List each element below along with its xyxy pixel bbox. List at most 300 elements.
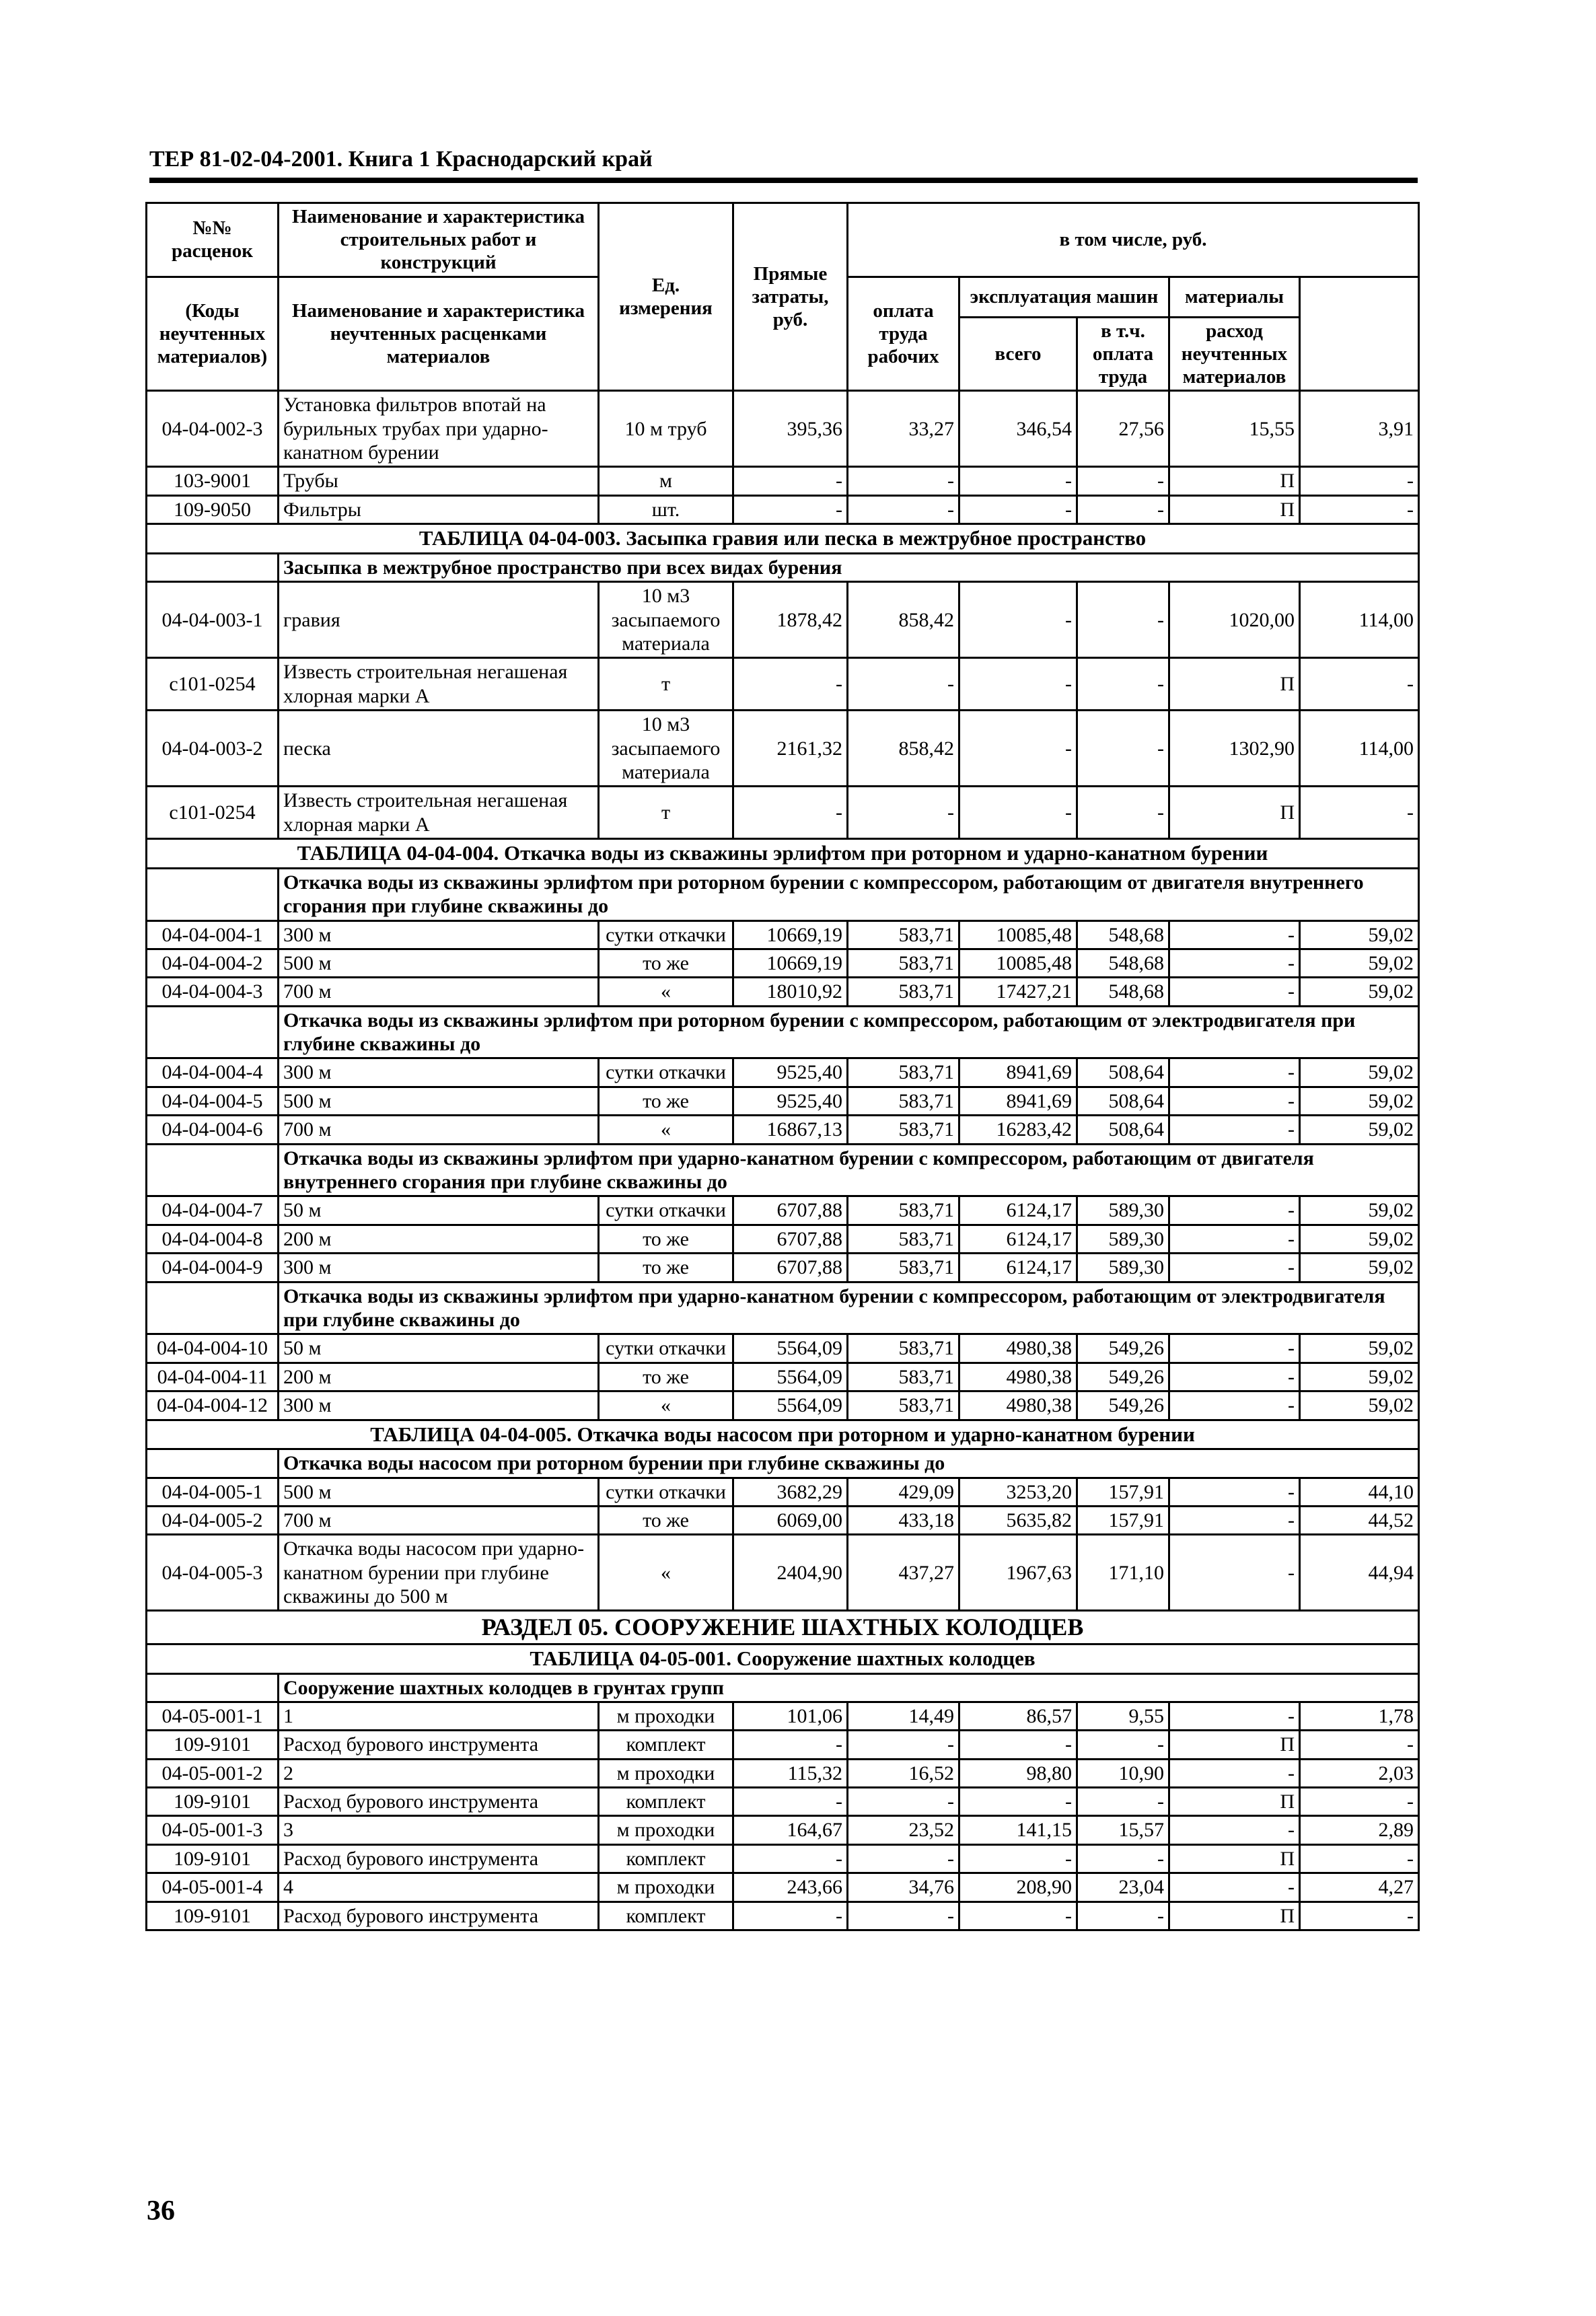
- cell-unit: сутки откачки: [599, 1058, 733, 1087]
- cell-code: 04-04-004-5: [147, 1087, 279, 1115]
- table-row: [147, 1731, 1419, 1759]
- cell-direct-costs: -: [733, 658, 848, 711]
- cell-name: Расход бурового инструмента: [279, 1731, 599, 1759]
- cell-labor-pay: 433,18: [848, 1506, 959, 1534]
- cell-name: песка: [279, 711, 599, 787]
- table-row: [147, 1196, 1419, 1225]
- table-row: [147, 1334, 1419, 1363]
- cell-labor-pay: 23,52: [848, 1816, 959, 1844]
- cell-direct-costs: -: [733, 495, 848, 523]
- cell-unit: сутки откачки: [599, 1334, 733, 1363]
- cell-labor-pay: 583,71: [848, 1225, 959, 1253]
- cell-labor-costs: -: [1300, 658, 1419, 711]
- cell-materials: -: [1169, 1058, 1300, 1087]
- table-row: [147, 1363, 1419, 1391]
- col-pay-header: оплата труда рабочих: [848, 277, 959, 391]
- cell-direct-costs: -: [733, 1788, 848, 1816]
- cell-direct-costs: 5564,09: [733, 1391, 848, 1420]
- cell-labor-costs: 2,89: [1300, 1816, 1419, 1844]
- cell-code: 109-9101: [147, 1844, 279, 1873]
- table-row: [147, 1478, 1419, 1506]
- cell-materials: -: [1169, 949, 1300, 977]
- subheading-row: [147, 868, 1419, 920]
- cell-code: 04-04-003-2: [147, 711, 279, 787]
- cell-machines-total: -: [959, 582, 1077, 658]
- cell-materials: -: [1169, 1116, 1300, 1144]
- table-row: [147, 787, 1419, 839]
- cell-code: 04-04-004-2: [147, 949, 279, 977]
- cell-labor-pay: 583,71: [848, 920, 959, 949]
- cell-machines-labor: 15,57: [1077, 1816, 1169, 1844]
- cell-unit: м: [599, 467, 733, 495]
- cell-code: 04-04-004-11: [147, 1363, 279, 1391]
- cell-labor-costs: 44,94: [1300, 1535, 1419, 1611]
- cell-labor-costs: -: [1300, 1902, 1419, 1930]
- cell-labor-pay: 583,71: [848, 978, 959, 1006]
- cell-name: Фильтры: [279, 495, 599, 523]
- cell-code: 04-04-004-8: [147, 1225, 279, 1253]
- empty-cell: [147, 1282, 279, 1334]
- cell-name: 300 м: [279, 1254, 599, 1282]
- cell-machines-total: 6124,17: [959, 1196, 1077, 1225]
- cell-materials: -: [1169, 1506, 1300, 1534]
- rates-table: [145, 202, 1420, 1931]
- cell-machines-labor: -: [1077, 1844, 1169, 1873]
- cell-code: 04-04-004-7: [147, 1196, 279, 1225]
- cell-labor-pay: -: [848, 658, 959, 711]
- cell-direct-costs: 164,67: [733, 1816, 848, 1844]
- table-row: [147, 1535, 1419, 1611]
- cell-code: 04-04-002-3: [147, 391, 279, 467]
- table-title: ТАБЛИЦА 04-04-005. Откачка воды насосом при роторном и ударно-канатном бурении: [147, 1420, 1419, 1449]
- cell-unit: то же: [599, 1363, 733, 1391]
- cell-name: Расход бурового инструмента: [279, 1788, 599, 1816]
- cell-direct-costs: 101,06: [733, 1702, 848, 1730]
- cell-unit: 10 м3 засыпаемого материала: [599, 582, 733, 658]
- cell-labor-costs: 59,02: [1300, 1254, 1419, 1282]
- cell-machines-labor: 171,10: [1077, 1535, 1169, 1611]
- cell-code: 109-9101: [147, 1788, 279, 1816]
- cell-unit: м проходки: [599, 1816, 733, 1844]
- cell-materials: 1302,90: [1169, 711, 1300, 787]
- cell-direct-costs: 2404,90: [733, 1535, 848, 1611]
- cell-name: Расход бурового инструмента: [279, 1902, 599, 1930]
- cell-name: Расход бурового инструмента: [279, 1844, 599, 1873]
- cell-code: 103-9001: [147, 467, 279, 495]
- subheading-row: [147, 1449, 1419, 1478]
- table-title: ТАБЛИЦА 04-04-004. Откачка воды из скважины эрлифтом при роторном и ударно-канатном бурении: [147, 839, 1419, 869]
- cell-name: 4: [279, 1873, 599, 1902]
- cell-machines-total: 86,57: [959, 1702, 1077, 1730]
- cell-labor-pay: 16,52: [848, 1759, 959, 1787]
- cell-machines-labor: 589,30: [1077, 1225, 1169, 1253]
- cell-labor-pay: 583,71: [848, 1087, 959, 1115]
- table-title: ТАБЛИЦА 04-05-001. Сооружение шахтных колодцев: [147, 1644, 1419, 1673]
- cell-machines-labor: 548,68: [1077, 949, 1169, 977]
- table-title-row: [147, 1420, 1419, 1449]
- cell-materials: -: [1169, 1759, 1300, 1787]
- cell-machines-labor: 27,56: [1077, 391, 1169, 467]
- cell-unit: то же: [599, 949, 733, 977]
- cell-code: 04-05-001-2: [147, 1759, 279, 1787]
- cell-machines-labor: -: [1077, 711, 1169, 787]
- cell-materials: -: [1169, 1087, 1300, 1115]
- cell-name: Известь строительная негашеная хлорная марки А: [279, 658, 599, 711]
- col-name-header: Наименование и характеристика строительных работ и конструкций: [279, 203, 599, 277]
- cell-code: 04-04-003-1: [147, 582, 279, 658]
- cell-labor-pay: 583,71: [848, 949, 959, 977]
- cell-name: 300 м: [279, 920, 599, 949]
- cell-labor-pay: 858,42: [848, 711, 959, 787]
- cell-unit: м проходки: [599, 1759, 733, 1787]
- cell-machines-total: -: [959, 1788, 1077, 1816]
- cell-machines-labor: 589,30: [1077, 1254, 1169, 1282]
- col-mach-pay-header: в т.ч. оплата труда: [1077, 317, 1169, 391]
- cell-materials: П: [1169, 658, 1300, 711]
- col-materials-header-2: расход неучтенных материалов: [1169, 317, 1300, 391]
- table-row: [147, 978, 1419, 1006]
- cell-materials: П: [1169, 1788, 1300, 1816]
- cell-code: 04-04-005-1: [147, 1478, 279, 1506]
- cell-machines-labor: 157,91: [1077, 1506, 1169, 1534]
- cell-unit: то же: [599, 1254, 733, 1282]
- cell-machines-total: 8941,69: [959, 1087, 1077, 1115]
- cell-unit: 10 м труб: [599, 391, 733, 467]
- cell-unit: 10 м3 засыпаемого материала: [599, 711, 733, 787]
- cell-labor-costs: 1,78: [1300, 1702, 1419, 1730]
- cell-labor-pay: -: [848, 1788, 959, 1816]
- cell-labor-costs: 59,02: [1300, 949, 1419, 977]
- cell-labor-costs: 59,02: [1300, 1391, 1419, 1420]
- cell-materials: П: [1169, 467, 1300, 495]
- cell-labor-costs: -: [1300, 467, 1419, 495]
- table-row: [147, 467, 1419, 495]
- cell-machines-labor: 548,68: [1077, 978, 1169, 1006]
- cell-direct-costs: 243,66: [733, 1873, 848, 1902]
- cell-labor-costs: 59,02: [1300, 920, 1419, 949]
- col-materials-header: материалы: [1169, 277, 1300, 317]
- cell-code: 04-04-005-3: [147, 1535, 279, 1611]
- cell-unit: м проходки: [599, 1702, 733, 1730]
- subheading-row: [147, 1282, 1419, 1334]
- cell-labor-costs: 114,00: [1300, 711, 1419, 787]
- empty-cell: [147, 1144, 279, 1196]
- cell-labor-costs: 59,02: [1300, 1058, 1419, 1087]
- header-rule: [149, 178, 1418, 183]
- cell-labor-costs: 59,02: [1300, 1225, 1419, 1253]
- cell-labor-pay: -: [848, 1731, 959, 1759]
- cell-machines-labor: 589,30: [1077, 1196, 1169, 1225]
- cell-name: 700 м: [279, 1116, 599, 1144]
- cell-unit: то же: [599, 1506, 733, 1534]
- cell-code: 04-04-004-12: [147, 1391, 279, 1420]
- cell-code: с101-0254: [147, 658, 279, 711]
- table-row: [147, 1902, 1419, 1930]
- cell-code: 109-9101: [147, 1902, 279, 1930]
- cell-direct-costs: -: [733, 1731, 848, 1759]
- table-row: [147, 1702, 1419, 1730]
- cell-labor-costs: 59,02: [1300, 978, 1419, 1006]
- cell-materials: П: [1169, 1902, 1300, 1930]
- subheading-row: [147, 1673, 1419, 1702]
- cell-materials: -: [1169, 1363, 1300, 1391]
- empty-cell: [147, 1006, 279, 1058]
- subheading: Откачка воды из скважины эрлифтом при ударно-канатном бурении с компрессором, работающим от двигателя внутреннего сгорания при глубине скважины до: [279, 1144, 1419, 1196]
- cell-machines-labor: 508,64: [1077, 1087, 1169, 1115]
- cell-direct-costs: -: [733, 1844, 848, 1873]
- empty-cell: [147, 553, 279, 581]
- cell-labor-costs: -: [1300, 1844, 1419, 1873]
- cell-labor-costs: 59,02: [1300, 1334, 1419, 1363]
- cell-materials: 1020,00: [1169, 582, 1300, 658]
- cell-labor-pay: 858,42: [848, 582, 959, 658]
- cell-materials: -: [1169, 1334, 1300, 1363]
- section-title-row: [147, 1611, 1419, 1644]
- cell-machines-labor: 508,64: [1077, 1058, 1169, 1087]
- cell-labor-pay: 33,27: [848, 391, 959, 467]
- cell-labor-costs: 59,02: [1300, 1196, 1419, 1225]
- cell-machines-labor: 9,55: [1077, 1702, 1169, 1730]
- table-title-row: [147, 839, 1419, 869]
- cell-direct-costs: 10669,19: [733, 920, 848, 949]
- cell-unit: т: [599, 787, 733, 839]
- cell-machines-labor: 157,91: [1077, 1478, 1169, 1506]
- cell-direct-costs: -: [733, 467, 848, 495]
- cell-labor-pay: -: [848, 1902, 959, 1930]
- table-row: [147, 495, 1419, 523]
- cell-unit: комплект: [599, 1731, 733, 1759]
- cell-code: 04-05-001-1: [147, 1702, 279, 1730]
- cell-materials: -: [1169, 1535, 1300, 1611]
- cell-name: 50 м: [279, 1196, 599, 1225]
- cell-machines-total: 10085,48: [959, 949, 1077, 977]
- cell-unit: м проходки: [599, 1873, 733, 1902]
- cell-labor-costs: -: [1300, 787, 1419, 839]
- cell-code: 04-04-004-3: [147, 978, 279, 1006]
- cell-labor-costs: 44,10: [1300, 1478, 1419, 1506]
- cell-direct-costs: 18010,92: [733, 978, 848, 1006]
- cell-name: 500 м: [279, 1087, 599, 1115]
- cell-materials: -: [1169, 1816, 1300, 1844]
- table-header: [147, 203, 1419, 391]
- table-row: [147, 949, 1419, 977]
- cell-materials: -: [1169, 1873, 1300, 1902]
- page-number: 36: [147, 2196, 175, 2227]
- cell-unit: комплект: [599, 1902, 733, 1930]
- cell-machines-total: 6124,17: [959, 1225, 1077, 1253]
- table-row: [147, 920, 1419, 949]
- table-row: [147, 1759, 1419, 1787]
- cell-code: 04-04-004-10: [147, 1334, 279, 1363]
- cell-labor-pay: 437,27: [848, 1535, 959, 1611]
- cell-name: 300 м: [279, 1391, 599, 1420]
- table-title-row: [147, 524, 1419, 554]
- cell-code: 109-9050: [147, 495, 279, 523]
- cell-labor-costs: 59,02: [1300, 1363, 1419, 1391]
- cell-direct-costs: 16867,13: [733, 1116, 848, 1144]
- cell-labor-pay: 34,76: [848, 1873, 959, 1902]
- cell-labor-pay: 583,71: [848, 1391, 959, 1420]
- cell-machines-total: 1967,63: [959, 1535, 1077, 1611]
- cell-direct-costs: 6069,00: [733, 1506, 848, 1534]
- subheading-row: [147, 553, 1419, 581]
- cell-unit: шт.: [599, 495, 733, 523]
- cell-machines-total: 5635,82: [959, 1506, 1077, 1534]
- cell-machines-total: -: [959, 1731, 1077, 1759]
- cell-unit: комплект: [599, 1788, 733, 1816]
- cell-direct-costs: 115,32: [733, 1759, 848, 1787]
- subheading: Сооружение шахтных колодцев в грунтах групп: [279, 1673, 1419, 1702]
- cell-unit: то же: [599, 1225, 733, 1253]
- cell-machines-labor: -: [1077, 495, 1169, 523]
- empty-cell: [147, 868, 279, 920]
- subheading-row: [147, 1006, 1419, 1058]
- cell-unit: комплект: [599, 1844, 733, 1873]
- cell-direct-costs: 3682,29: [733, 1478, 848, 1506]
- cell-materials: П: [1169, 787, 1300, 839]
- cell-direct-costs: 6707,88: [733, 1254, 848, 1282]
- cell-direct-costs: 10669,19: [733, 949, 848, 977]
- cell-machines-total: 8941,69: [959, 1058, 1077, 1087]
- col-including-header: в том числе, руб.: [848, 203, 1419, 277]
- cell-labor-costs: 44,52: [1300, 1506, 1419, 1534]
- cell-materials: -: [1169, 920, 1300, 949]
- cell-name: 300 м: [279, 1058, 599, 1087]
- cell-machines-labor: -: [1077, 1788, 1169, 1816]
- table-row: [147, 1087, 1419, 1115]
- section-title: РАЗДЕЛ 05. СООРУЖЕНИЕ ШАХТНЫХ КОЛОДЦЕВ: [147, 1611, 1419, 1644]
- cell-labor-pay: -: [848, 495, 959, 523]
- cell-direct-costs: 6707,88: [733, 1196, 848, 1225]
- cell-labor-costs: -: [1300, 1731, 1419, 1759]
- cell-machines-total: -: [959, 467, 1077, 495]
- table-row: [147, 582, 1419, 658]
- cell-code: 04-04-004-1: [147, 920, 279, 949]
- cell-materials: -: [1169, 1196, 1300, 1225]
- cell-name: 1: [279, 1702, 599, 1730]
- cell-labor-pay: -: [848, 787, 959, 839]
- running-head: ТЕР 81-02-04-2001. Книга 1 Краснодарский край: [149, 147, 653, 172]
- cell-materials: 15,55: [1169, 391, 1300, 467]
- cell-name: Известь строительная негашеная хлорная марки А: [279, 787, 599, 839]
- cell-machines-total: 4980,38: [959, 1391, 1077, 1420]
- cell-machines-total: 17427,21: [959, 978, 1077, 1006]
- cell-machines-labor: 549,26: [1077, 1334, 1169, 1363]
- cell-labor-pay: 429,09: [848, 1478, 959, 1506]
- cell-machines-total: 346,54: [959, 391, 1077, 467]
- cell-code: 04-04-005-2: [147, 1506, 279, 1534]
- cell-name: гравия: [279, 582, 599, 658]
- cell-direct-costs: 2161,32: [733, 711, 848, 787]
- table-title-row: [147, 1644, 1419, 1673]
- empty-cell: [147, 1449, 279, 1478]
- cell-machines-total: 4980,38: [959, 1363, 1077, 1391]
- cell-direct-costs: 395,36: [733, 391, 848, 467]
- col-machines-header: эксплуатация машин: [959, 277, 1169, 317]
- cell-unit: сутки откачки: [599, 920, 733, 949]
- cell-direct-costs: -: [733, 787, 848, 839]
- cell-direct-costs: 1878,42: [733, 582, 848, 658]
- cell-name: 500 м: [279, 1478, 599, 1506]
- col-mach-total-header: всего: [959, 317, 1077, 391]
- table-row: [147, 1816, 1419, 1844]
- cell-name: 50 м: [279, 1334, 599, 1363]
- table-row: [147, 1254, 1419, 1282]
- cell-code: 04-05-001-4: [147, 1873, 279, 1902]
- table-row: [147, 1506, 1419, 1534]
- table-title: ТАБЛИЦА 04-04-003. Засыпка гравия или песка в межтрубное пространство: [147, 524, 1419, 554]
- cell-name: 700 м: [279, 1506, 599, 1534]
- cell-machines-labor: 508,64: [1077, 1116, 1169, 1144]
- cell-machines-labor: 10,90: [1077, 1759, 1169, 1787]
- cell-machines-total: 16283,42: [959, 1116, 1077, 1144]
- cell-name: 200 м: [279, 1225, 599, 1253]
- cell-labor-pay: 583,71: [848, 1116, 959, 1144]
- cell-machines-labor: -: [1077, 787, 1169, 839]
- table-row: [147, 391, 1419, 467]
- cell-materials: П: [1169, 495, 1300, 523]
- cell-unit: «: [599, 1391, 733, 1420]
- cell-direct-costs: 9525,40: [733, 1058, 848, 1087]
- cell-labor-costs: 59,02: [1300, 1087, 1419, 1115]
- table-row: [147, 1788, 1419, 1816]
- cell-machines-labor: -: [1077, 1731, 1169, 1759]
- cell-labor-costs: -: [1300, 495, 1419, 523]
- cell-unit: «: [599, 978, 733, 1006]
- cell-materials: -: [1169, 1254, 1300, 1282]
- cell-machines-labor: -: [1077, 582, 1169, 658]
- cell-code: 04-04-004-4: [147, 1058, 279, 1087]
- col-unit-header: Ед. измерения: [599, 203, 733, 391]
- col-direct-header: Прямые затраты, руб.: [733, 203, 848, 391]
- cell-machines-total: 141,15: [959, 1816, 1077, 1844]
- cell-labor-pay: 583,71: [848, 1196, 959, 1225]
- col-code-header: №№ расценок: [147, 203, 279, 277]
- cell-code: 04-04-004-6: [147, 1116, 279, 1144]
- cell-direct-costs: 5564,09: [733, 1334, 848, 1363]
- cell-machines-total: 6124,17: [959, 1254, 1077, 1282]
- cell-labor-costs: 4,27: [1300, 1873, 1419, 1902]
- cell-machines-total: -: [959, 1902, 1077, 1930]
- subheading: Откачка воды из скважины эрлифтом при ударно-канатном бурении с компрессором, работающим от электродвигателя при глубине скважины до: [279, 1282, 1419, 1334]
- cell-unit: «: [599, 1535, 733, 1611]
- table-row: [147, 1873, 1419, 1902]
- cell-labor-pay: 14,49: [848, 1702, 959, 1730]
- cell-direct-costs: 5564,09: [733, 1363, 848, 1391]
- cell-code: 04-05-001-3: [147, 1816, 279, 1844]
- subheading: Откачка воды из скважины эрлифтом при роторном бурении с компрессором, работающим от электродвигателя при глубине скважины до: [279, 1006, 1419, 1058]
- cell-labor-pay: -: [848, 1844, 959, 1873]
- cell-materials: -: [1169, 978, 1300, 1006]
- table-row: [147, 1116, 1419, 1144]
- cell-machines-total: 3253,20: [959, 1478, 1077, 1506]
- cell-labor-costs: 59,02: [1300, 1116, 1419, 1144]
- subheading: Засыпка в межтрубное пространство при всех видах бурения: [279, 553, 1419, 581]
- cell-labor-pay: 583,71: [848, 1363, 959, 1391]
- cell-machines-labor: 549,26: [1077, 1391, 1169, 1420]
- empty-cell: [147, 1673, 279, 1702]
- cell-code: 04-04-004-9: [147, 1254, 279, 1282]
- table-row: [147, 1225, 1419, 1253]
- cell-direct-costs: 9525,40: [733, 1087, 848, 1115]
- cell-machines-total: 10085,48: [959, 920, 1077, 949]
- cell-machines-labor: -: [1077, 658, 1169, 711]
- cell-labor-costs: 2,03: [1300, 1759, 1419, 1787]
- table-row: [147, 1391, 1419, 1420]
- cell-unit: «: [599, 1116, 733, 1144]
- col-name-header-2: Наименование и характеристика неучтенных расценками материалов: [279, 277, 599, 391]
- table-row: [147, 1844, 1419, 1873]
